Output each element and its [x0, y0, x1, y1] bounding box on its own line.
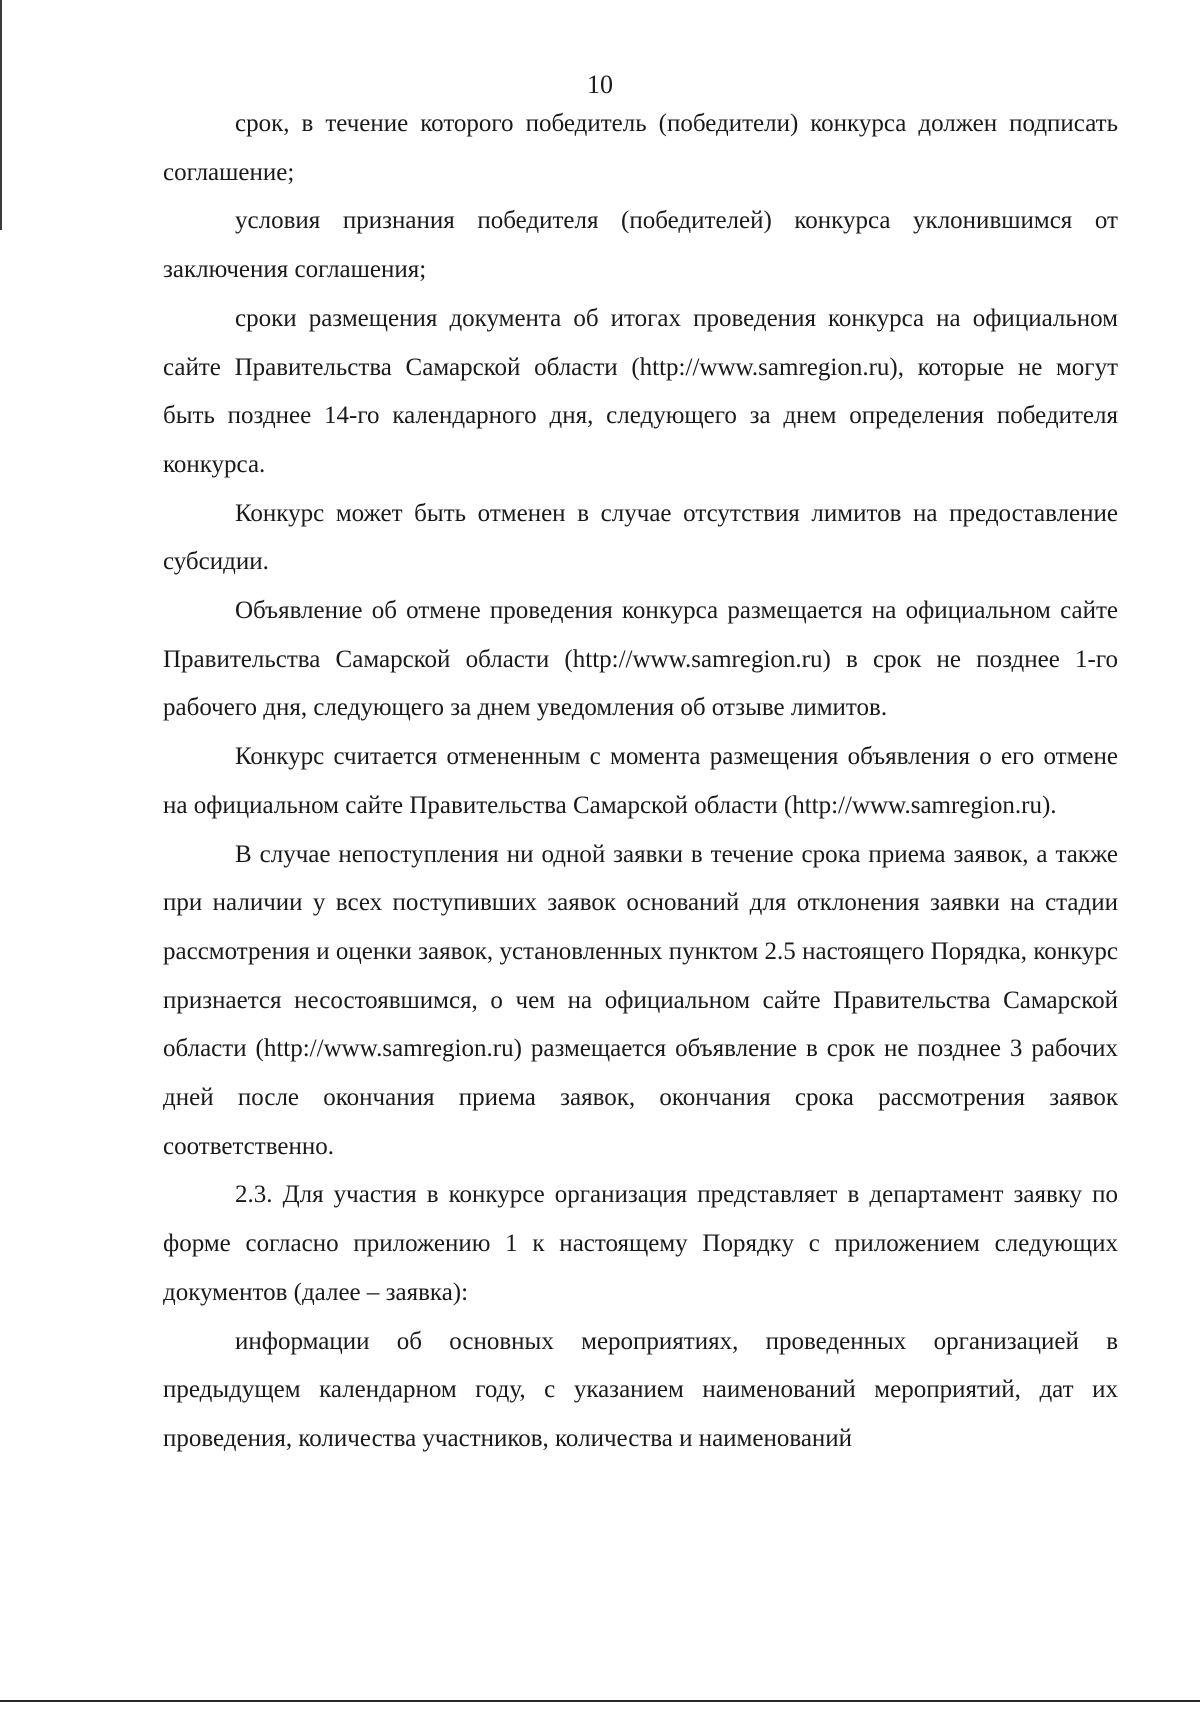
page-number: 10: [587, 70, 613, 99]
paragraph: срок, в течение которого победитель (победители) конкурса должен подписать соглашение;: [163, 110, 1118, 186]
paragraph: сроки размещения документа об итогах проведения конкурса на официальном сайте Правительства Самарской области (http://www.samregion.ru), которые не могут быть позднее 14-го календарного дня, следующего за днем определения победителя конкурса.: [163, 304, 1118, 478]
paragraph: 2.3. Для участия в конкурсе организация представляет в департамент заявку по форме согласно приложению 1 к настоящему Порядку с приложением следующих документов (далее – заявка):: [163, 1181, 1118, 1306]
paragraph: В случае непоступления ни одной заявки в течение срока приема заявок, а также при наличии у всех поступивших заявок оснований для отклонения заявки на стадии рассмотрения и оценки заявок, установленных пунктом 2.5 настоящего Порядка, конкурс признается несостоявшимся, о чем на официальном сайте Правительства Самарской области (http://www.samregion.ru) размещается объявление в срок не позднее 3 рабочих дней после окончания приема заявок, окончания срока рассмотрения заявок соответственно.: [163, 840, 1118, 1160]
paragraph: Конкурс может быть отменен в случае отсутствия лимитов на предоставление субсидии.: [163, 499, 1118, 576]
paragraph: условия признания победителя (победителей) конкурса уклонившимся от заключения соглашения;: [163, 207, 1118, 284]
scan-edge-bottom: [0, 1700, 1200, 1702]
paragraph: информации об основных мероприятиях, проведенных организацией в предыдущем календарном году, с указанием наименований мероприятий, дат их проведения, количества участников, количества и наименований: [163, 1327, 1118, 1452]
paragraph: Объявление об отмене проведения конкурса размещается на официальном сайте Правительства Самарской области (http://www.samregion.ru) в срок не позднее 1-го рабочего дня, следующего за днем уведомления об отзыве лимитов.: [163, 597, 1118, 722]
scan-edge-left: [0, 0, 2, 230]
document-body: [163, 100, 1118, 1464]
paragraph: Конкурс считается отмененным с момента размещения объявления о его отмене на официальном сайте Правительства Самарской области (http://www.samregion.ru).: [163, 743, 1118, 819]
